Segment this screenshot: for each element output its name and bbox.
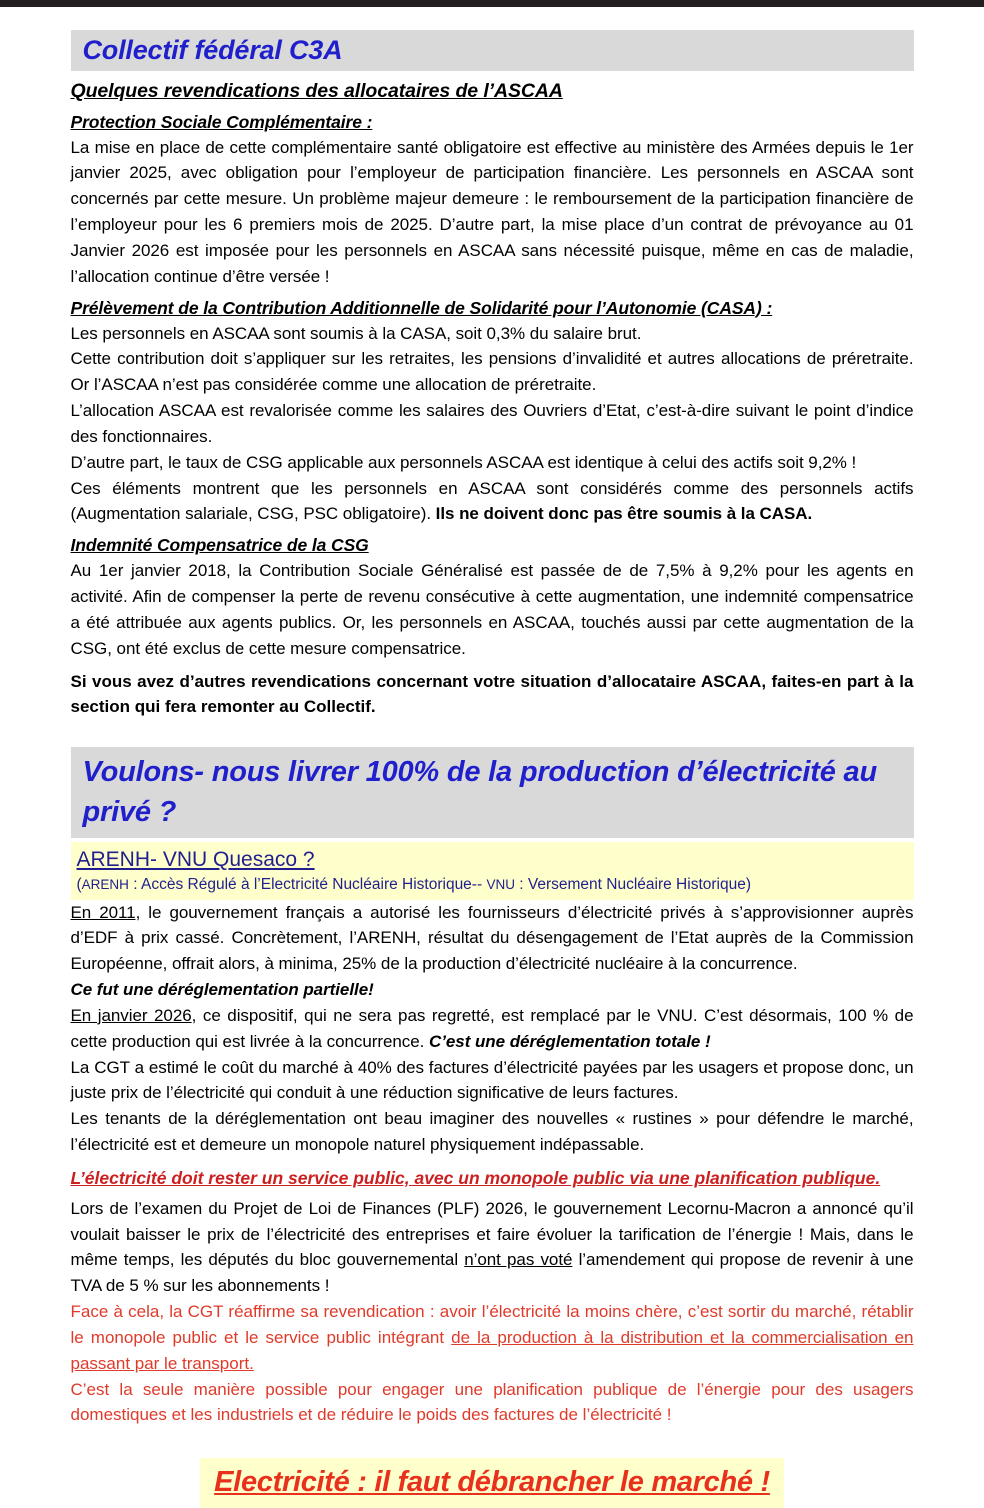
paragraph-janvier-2026-text: , ce dispositif, qui ne sera pas regretté, est remplacé par le VNU. C’est désormais, 100 % de cette production qui est livrée à la concurrence. (70, 1005, 914, 1051)
paragraph-revendication-emphasis: de la production à la distribution et la commercialisation en passant par le transport. (70, 1327, 914, 1373)
paragraph-en-2011 (71, 900, 914, 977)
paragraph-planification-publique: C’est la seule manière possible pour engager une planification publique de l’énergie pour des usagers domestiques et les industriels et de réduire le poids des factures de l’électricité ! (70, 1379, 914, 1425)
paragraph-en-2011-date: En 2011, (70, 902, 141, 922)
subtitle-vnu-text: : Versement Nucléaire Historique) (514, 875, 751, 893)
paragraph-protection-sociale: La mise en place de cette complémentaire santé obligatoire est effective au ministère des Armées depuis le 1er janvier 2025, avec obligation pour l’employeur de participation financière. Les personnels en ASCAA sont concernés par cette mesure. Un problème majeur demeure : le remboursement de la participation financière de l’employeur pour les 6 premiers mois de 2025. D’autre part, la mise place d’un contrat de prévoyance au 01 Janvier 2026 est imposée pour les personnels en ASCAA sans nécessité puisque, même en cas de maladie, l’allocation continue d’être versée ! (70, 137, 914, 286)
paragraph-plf-2026-part1: Lors de l’examen du Projet de Loi de Finances (PLF) 2026, le gouvernement Lecornu-Macron a annoncé qu’il voulait baisser le prix de l’électricité des entreprises et faire évoluer la tarification de l’énergie ! Mais, dans le même temps, les députés du bloc gouvernemental (70, 1198, 914, 1270)
heading-revendications: Quelques revendications des allocataires de l’ASCAA (70, 80, 563, 103)
paragraph-dereglementation-totale: C’est une déréglementation totale ! (428, 1031, 711, 1051)
heading-protection-sociale: Protection Sociale Complémentaire : (70, 111, 373, 132)
paragraph-casa-1: Les personnels en ASCAA sont soumis à la CASA, soit 0,3% du salaire brut. (70, 323, 642, 343)
subtitle-arenh-text: : Accès Régulé à l’Electricité Nucléaire Historique-- (128, 875, 487, 893)
heading-indemnite-csg: Indemnité Compensatrice de la CSG (70, 535, 369, 556)
paragraph-plf-2026-part2: l’amendement qui propose de revenir à une TVA de 5 % sur les abonnements ! (70, 1250, 914, 1296)
paragraph-monopole-naturel: Les tenants de la déréglementation ont beau imaginer des nouvelles « rustines » pour défendre le marché, l’électricité est et demeure un monopole naturel physiquement indépassable. (70, 1109, 914, 1155)
paragraph-dereglementation-partielle: Ce fut une déréglementation partielle! (70, 980, 374, 1000)
paragraph-call-to-action: Si vous avez d’autres revendications concernant votre situation d’allocataire ASCAA, faites-en part à la section qui fera remonter au Collectif. (70, 671, 914, 717)
top-dark-bar (0, 0, 984, 7)
paragraph-janvier-2026-date: En janvier 2026 (70, 1005, 192, 1025)
paragraph-indemnite-csg: Au 1er janvier 2018, la Contribution Sociale Généralisé est passée de de 7,5% à 9,2% pour les agents en activité. Afin de compenser la perte de revenu consécutive à cette augmentation, une indemnité compensatrice a été attribuée aux agents publics. Or, les personnels en ASCAA, touchés aussi par cette augmentation de la CSG, ont été exclus de cette mesure compensatrice. (70, 561, 914, 658)
heading-arenh-vnu: ARENH- VNU Quesaco ? (76, 848, 315, 872)
paragraph-casa-4: D’autre part, le taux de CSG applicable aux personnels ASCAA est identique à celui des actifs soit 9,2% ! (70, 452, 857, 472)
banner-title-collectif: Collectif fédéral C3A (82, 35, 343, 65)
paragraph-en-2011-text: le gouvernement français a autorisé les fournisseurs d’électricité privés à s’approvisionner auprès d’EDF à prix cassé. Concrètement, l’ARENH, résultat du désengagement de l’Etat auprès de la Commission Européenne, offrait alors, à minima, 25% de la production d’électricité nucléaire à la concurrence. (70, 902, 914, 974)
document-content (71, 7, 914, 1508)
paragraph-revendication-part1: Face à cela, la CGT réaffirme sa revendication : avoir l’électricité la moins chère, c’est sortir du marché, rétablir le monopole public et le service public intégrant (70, 1302, 914, 1347)
paragraph-revendication-cgt (71, 1299, 914, 1376)
subtitle-arenh-vnu (77, 875, 908, 895)
subtitle-open-paren: ( (76, 875, 82, 893)
paragraph-casa-2: Cette contribution doit s’appliquer sur les retraites, les pensions d’invalidité et autres allocations de préretraite. Or l’ASCAA n’est pas considérée comme une allocation de préretraite. (70, 349, 914, 395)
paragraph-casa-5 (71, 476, 914, 528)
section-spacer (71, 720, 914, 747)
banner-title-voulons-nous: Voulons- nous livrer 100% de la production d’électricité au privé ? (82, 756, 877, 829)
document-page (0, 7, 984, 1508)
subtitle-vnu-label: VNU (486, 876, 515, 892)
banner-collectif-federal (71, 30, 914, 71)
paragraph-cgt-cout-marche: La CGT a estimé le coût du marché à 40% des factures d’électricité payées par les usagers et propose donc, un juste prix de l’électricité qui conduit à une réduction significative de leurs factures. (70, 1057, 914, 1103)
paragraph-plf-2026-emphasis: n’ont pas voté (464, 1250, 573, 1270)
paragraph-janvier-2026 (71, 1003, 914, 1055)
heading-service-public: L’électricité doit rester un service public, avec un monopole public via une planification publique. (70, 1167, 881, 1188)
arenh-highlight-block (71, 842, 914, 899)
slogan-debrancher-le-marche: Electricité : il faut débrancher le marché ! (200, 1458, 784, 1507)
heading-casa: Prélèvement de la Contribution Additionnelle de Solidarité pour l’Autonomie (CASA) : (70, 297, 773, 318)
subtitle-arenh-label: ARENH (81, 876, 129, 892)
slogan-container (71, 1458, 914, 1507)
paragraph-casa-5-intro: Ces éléments montrent que les personnels en ASCAA sont considérés comme des personnels actifs (Augmentation salariale, CSG, PSC obligatoire). (70, 478, 914, 524)
paragraph-plf-2026 (71, 1196, 914, 1299)
paragraph-casa-3: L’allocation ASCAA est revalorisée comme les salaires des Ouvriers d’Etat, c’est-à-dire suivant le point d’indice des fonctionnaires. (70, 401, 914, 446)
paragraph-casa-5-emphasis: Ils ne doivent donc pas être soumis à la CASA. (435, 504, 813, 524)
banner-voulons-nous (71, 747, 914, 838)
